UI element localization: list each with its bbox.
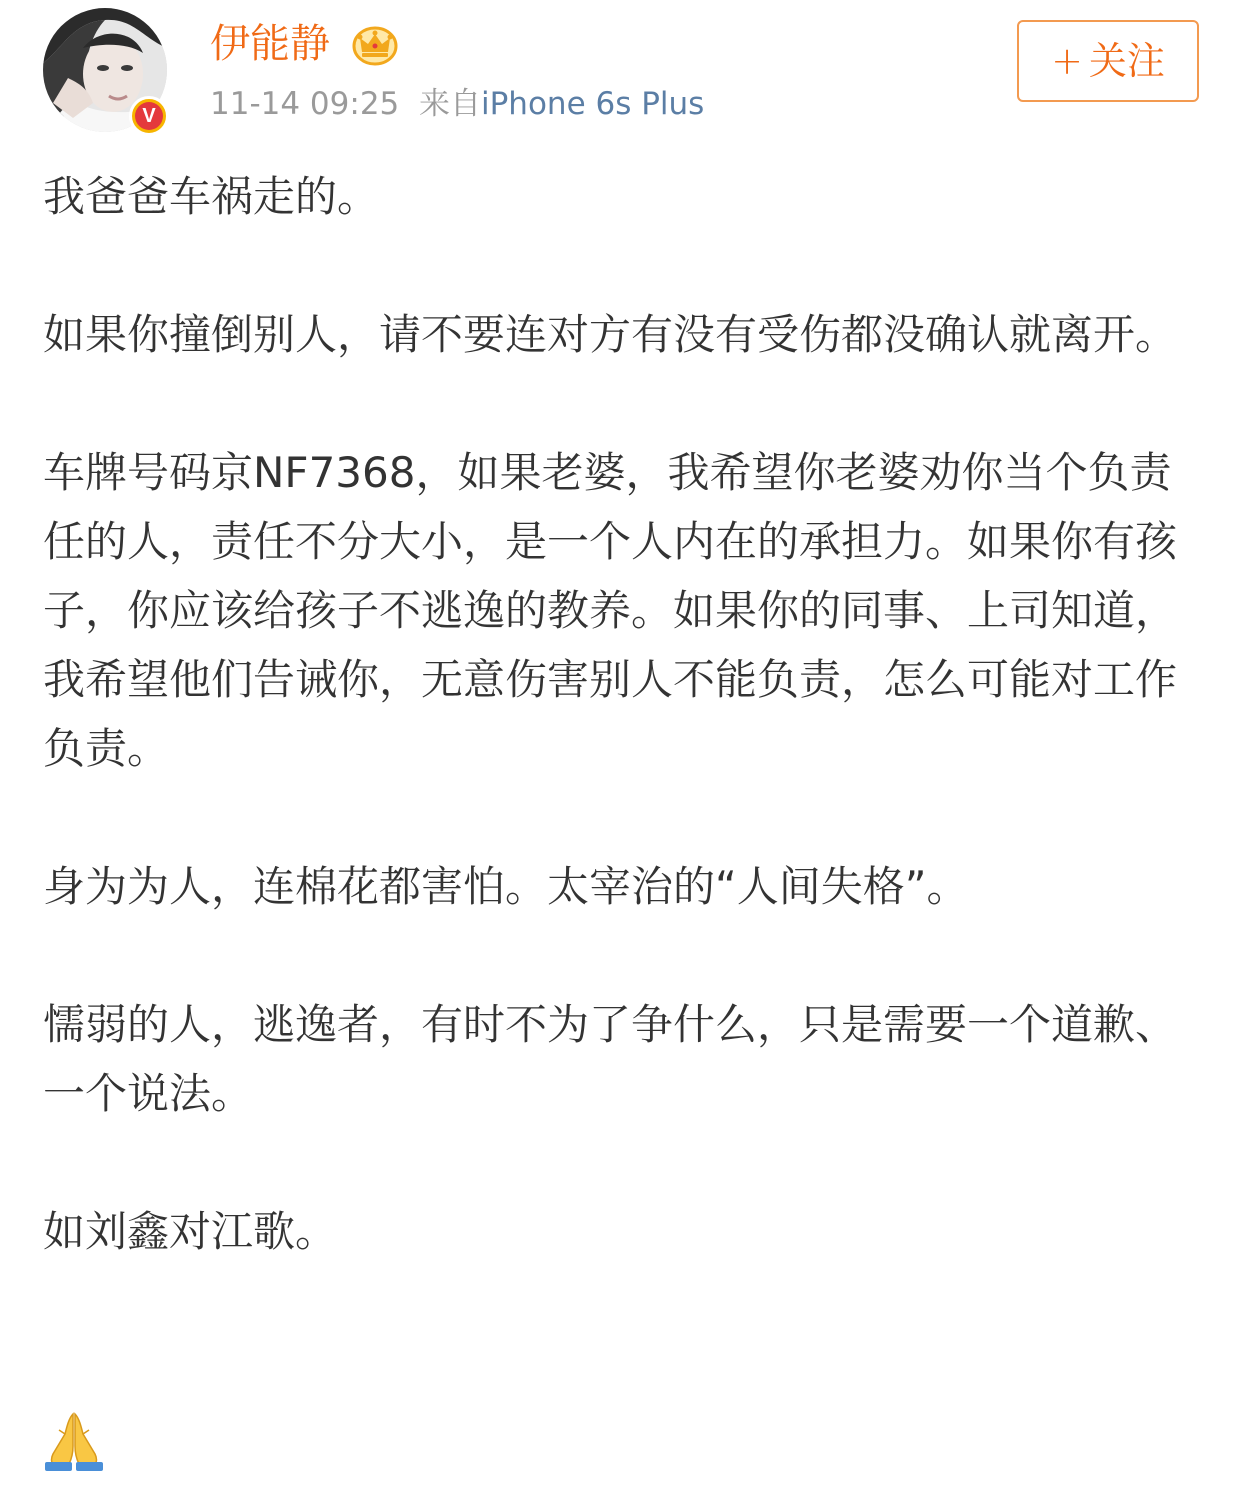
post-header (0, 0, 1242, 150)
post-paragraph: 如刘鑫对江歌。 (43, 1207, 338, 1256)
follow-button[interactable] (1017, 20, 1199, 102)
post-meta (210, 82, 704, 126)
verified-badge (129, 96, 169, 136)
source-link[interactable]: iPhone 6s Plus (481, 86, 705, 122)
post-timestamp: 11-14 09:25 (210, 86, 400, 122)
post-paragraph: 懦弱的人，逃逸者，有时不为了争什么，只是需要一个道歉、一个说法。 (43, 1000, 1178, 1118)
post-paragraph: 如果你撞倒别人，请不要连对方有没有受伤都没确认就离开。 (43, 310, 1178, 359)
source-prefix: 来自 (419, 86, 481, 122)
crown-icon[interactable] (352, 24, 398, 66)
post-paragraph: 身为为人，连棉花都害怕。太宰治的“人间失格”。 (43, 862, 969, 911)
verified-mark: V (135, 102, 163, 130)
pray-icon (43, 1410, 105, 1472)
user-name[interactable]: 伊能静 (210, 21, 330, 67)
follow-button-label: 关注 (1088, 39, 1165, 83)
post-body (43, 162, 1203, 1266)
post-paragraph: 我爸爸车祸走的。 (43, 172, 380, 221)
plus-icon: + (1051, 39, 1083, 83)
post-paragraph: 车牌号码京NF7368，如果老婆，我希望你老婆劝你当个负责任的人，责任不分大小，是一个人内在的承担力。如果你有孩子，你应该给孩子不逃逸的教养。如果你的同事、上司知道，我希望他们告诫你，无意伤害别人不能负责，怎么可能对工作负责。 (43, 448, 1178, 773)
